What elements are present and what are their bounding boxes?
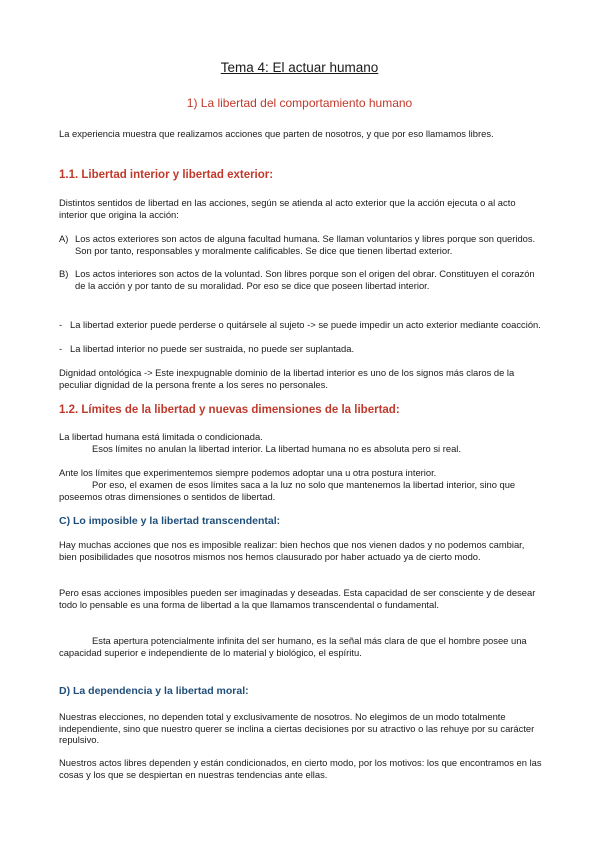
paragraph-d-1: Nuestras elecciones, no dependen total y exclusivamente de nosotros. No elegimos de un modo totalmente independiente, sino que nuestro querer se inclina a ciertas decisiones por su atractivo o las rehuye por su carácter repulsivo. [59,711,535,745]
paragraph-1-2-a: La libertad humana está limitada o condicionada. [59,431,263,442]
dignidad-paragraph: Dignidad ontológica -> Este inexpugnable dominio de la libertad interior es uno de los signos más claros de la peculiar dignidad de la persona frente a los seres no personales. [59,367,515,390]
paragraph-c-3: Esta apertura potencialmente infinita del ser humano, es la señal más clara de que el hombre posee una capacidad superior e independiente de lo material y biológico, el espíritu. [59,635,527,658]
dash-marker: - [59,343,63,354]
paragraph-1-2-b-cont: Por eso, el examen de esos límites saca a la luz no solo que mantenemos la libertad interior, sino que poseemos otras dimensiones o sentidos de libertad. [59,479,516,502]
paragraph-1-2-a-cont: Esos límites no anulan la libertad interior. La libertad humana no es absoluta pero si real. [92,443,461,454]
dash-text: La libertad exterior puede perderse o quitársele al sujeto -> se puede impedir un acto exterior mediante coacción. [70,319,541,330]
paragraph-1-2-b: Ante los límites que experimentemos siempre podemos adoptar una u otra postura interior. [59,467,437,478]
list-item-a [59,233,544,256]
page-title: Tema 4: El actuar humano [220,60,379,75]
paragraph-c-1: Hay muchas acciones que nos es imposible realizar: bien hechos que nos vienen dados y no podemos cambiar, bien posibilidades que nosotros mismos nos hemos clausurado por haber actuado ya de cierto modo. [59,539,525,562]
list-marker: B) [59,268,69,279]
subsection-heading-c: C) Lo imposible y la libertad transcendental: [59,515,281,527]
dash-text: La libertad interior no puede ser sustraida, no puede ser suplantada. [70,343,355,354]
list-marker: A) [59,233,69,244]
dash-item-1 [59,319,544,331]
list-text: Los actos interiores son actos de la voluntad. Son libres porque son el origen del obrar. Constituyen el corazón de la acción y por tanto de su moralidad. Por eso se dice que poseen libertad interior. [75,268,535,291]
dash-item-2 [59,343,544,355]
list-text: Los actos exteriores son actos de alguna facultad humana. Se llaman voluntarios y libres porque son queridos. Son por tanto, responsables y moralmente calificables. Se dice que tienen libertad exterior. [75,233,536,256]
dash-marker: - [59,319,63,330]
paragraph-d-2: Nuestros actos libres dependen y están condicionados, en cierto modo, por los motivos: los que encontramos en las cosas y los que se despiertan en nuestras tendencias ante ellas. [59,757,542,780]
intro-paragraph: La experiencia muestra que realizamos acciones que parten de nosotros, y que por eso llamamos libres. [59,128,494,139]
paragraph-c-2: Pero esas acciones imposibles pueden ser imaginadas y deseadas. Esta capacidad de ser consciente y de desear todo lo pensable es una forma de libertad a la que llamamos transcendental o fundamental. [59,587,536,610]
subsection-heading-d: D) La dependencia y la libertad moral: [59,685,249,697]
list-item-b [59,268,544,291]
section-heading-1: 1) La libertad del comportamiento humano [186,96,413,110]
subsection-heading-1-1: 1.1. Libertad interior y libertad exterior: [59,169,274,181]
paragraph-1-1-intro: Distintos sentidos de libertad en las acciones, según se atienda al acto exterior que la acción ejecuta o al acto interior que origina la acción: [59,197,516,220]
subsection-heading-1-2: 1.2. Límites de la libertad y nuevas dimensiones de la libertad: [59,404,400,416]
